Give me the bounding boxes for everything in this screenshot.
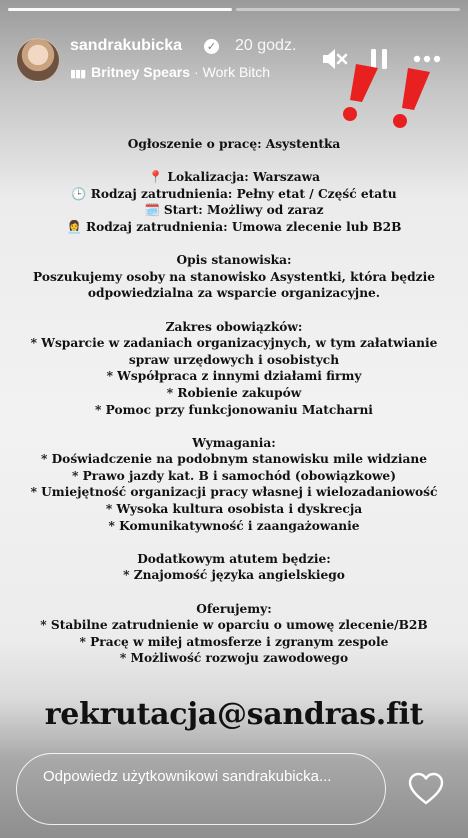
story-text-line: 📍 Lokalizacja: Warszawa (147, 170, 321, 185)
music-title: Work Bitch (202, 64, 271, 80)
story-text (0, 136, 468, 667)
exclamation-sticker-icon (388, 66, 432, 130)
story-text-line: * Możliwość rozwoju zawodowego (119, 651, 349, 666)
story-text-line: * Robienie zakupów (166, 385, 302, 400)
story-text-line: Wymagania: (192, 435, 276, 450)
music-link[interactable] (70, 64, 270, 80)
story-text-line: * Doświadczenie na podobnym stanowisku mile widziane (41, 452, 427, 467)
story-text-line: * Prawo jazdy kat. B i samochód (obowiązkowe) (72, 468, 396, 483)
story-text-line: * Pomoc przy funkcjonowaniu Matcharni (95, 402, 373, 417)
story-text-line: * Współpraca z innymi działami firmy (106, 369, 362, 384)
progress-segment-remaining (236, 8, 460, 11)
heart-icon[interactable] (408, 772, 444, 806)
username[interactable]: sandrakubicka (70, 37, 183, 54)
avatar[interactable] (16, 38, 60, 82)
post-time: 20 godz. (235, 37, 297, 54)
verified-icon: ✓ (204, 39, 219, 54)
story-text-line: spraw urzędowych i osobistych (128, 352, 340, 367)
story-text-line: odpowiedzialna za wsparcie organizacyjne. (87, 286, 381, 301)
story-text-line: * Wsparcie w zadaniach organizacyjnych, w tym załatwianie (30, 336, 438, 351)
music-bars-icon: ▮▮▮ (70, 68, 86, 80)
story-text-line: * Komunikatywność i zaangażowanie (108, 518, 360, 533)
recruitment-email: rekrutacja@sandras.fit (44, 697, 424, 732)
reply-input[interactable]: Odpowiedz użytkownikowi sandrakubicka... (16, 753, 386, 825)
exclamation-sticker-icon (338, 62, 382, 124)
music-artist: Britney Spears (91, 64, 190, 80)
story-text-line: Ogłoszenie o pracę: Asystentka (127, 137, 341, 151)
blank-line (0, 584, 468, 601)
story-text-line: Poszukujemy osoby na stanowisko Asystentki, która będzie (32, 269, 435, 284)
blank-line (0, 236, 468, 253)
story-text-line: * Umiejętność organizacji pracy własnej i wielozadaniowość (30, 485, 438, 500)
story-text-line: Zakres obowiązków: (165, 319, 303, 334)
story-text-line: Opis stanowiska: (176, 253, 292, 268)
story-text-line: * Stabilne zatrudnienie w oparciu o umowę zlecenie/B2B (40, 618, 428, 633)
story-text-line: 🗓️ Start: Możliwy od zaraz (144, 203, 324, 218)
story-progress (8, 8, 460, 11)
story-text-line: 🕒 Rodzaj zatrudnienia: Pełny etat / Część etatu (71, 186, 397, 201)
story-text-line: Dodatkowym atutem będzie: (137, 551, 331, 566)
story-text-line: Oferujemy: (196, 601, 272, 616)
blank-line (0, 418, 468, 435)
story-text-line: * Pracę w miłej atmosferze i zgranym zespole (79, 634, 389, 649)
blank-line (0, 534, 468, 551)
music-separator: · (194, 64, 199, 80)
progress-segment-viewed (8, 8, 232, 11)
story-text-line: * Wysoka kultura osobista i dyskrecja (105, 502, 363, 517)
story-text-line: * Znajomość języka angielskiego (123, 568, 345, 583)
story-text-line: 👩‍💼 Rodzaj zatrudnienia: Umowa zlecenie lub B2B (66, 219, 402, 234)
blank-line (0, 302, 468, 319)
blank-line (0, 153, 468, 170)
